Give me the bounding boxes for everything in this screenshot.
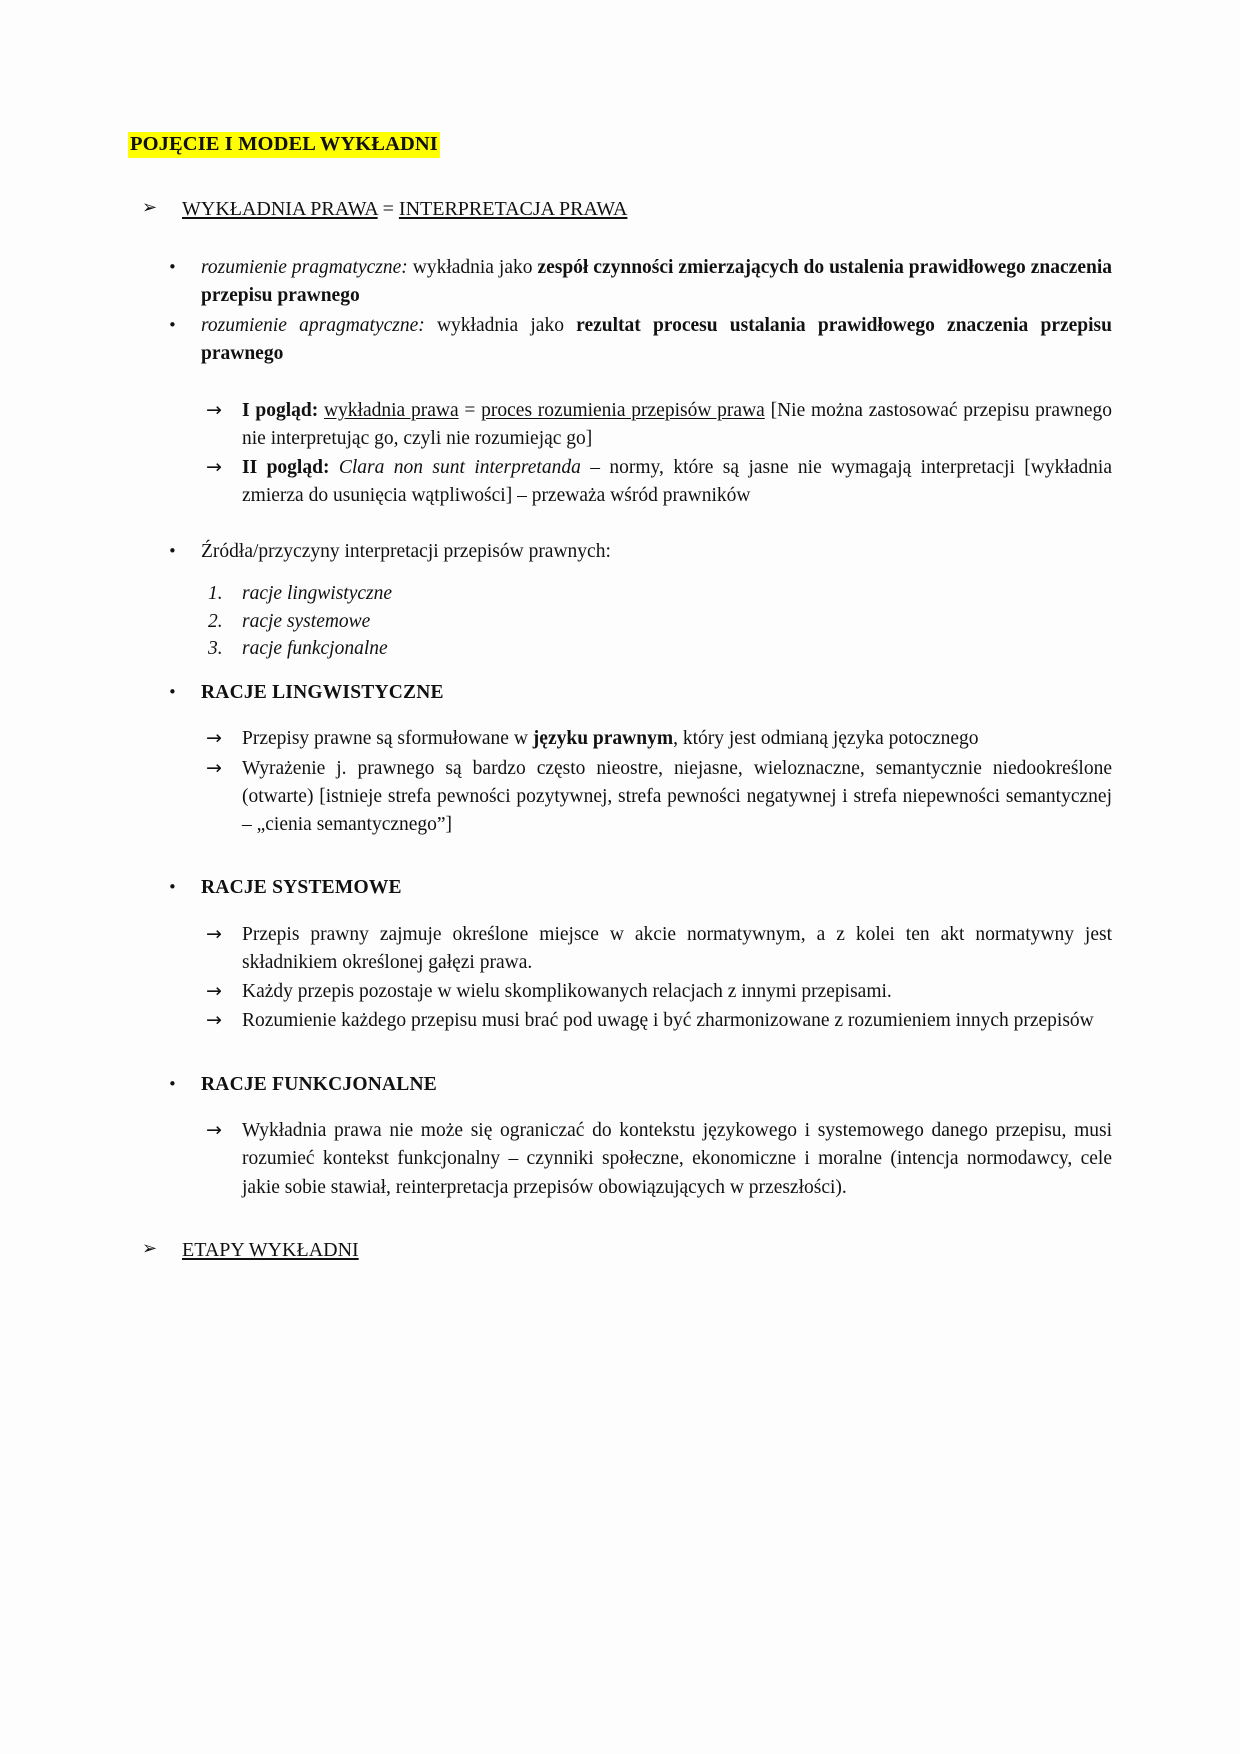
bullet-zrodla-przyczyny — [128, 538, 1112, 566]
list-item-number: 1. — [208, 582, 223, 604]
heading-racje-lingwistyczne-text: RACJE LINGWISTYCZNE — [201, 682, 444, 704]
list-item-number: 3. — [208, 638, 223, 660]
poglad-2-latin-phrase: Clara non sunt interpretanda — [338, 457, 581, 479]
heading-wykladnia-prawa — [128, 196, 1112, 224]
arrow-bullet-icon: → — [206, 922, 222, 945]
arrow-item-poglad-1-text — [242, 397, 1112, 454]
heading-racje-systemowe-text: RACJE SYSTEMOWE — [201, 877, 402, 899]
spacer — [128, 512, 1112, 538]
arrow-item-lingwistyczne-1-text — [242, 725, 1112, 753]
arrow-item-lingwistyczne-1 — [128, 725, 1112, 753]
dot-bullet-icon: • — [168, 878, 177, 897]
spacer — [128, 371, 1112, 397]
arrow-item-systemowe-2 — [128, 978, 1112, 1006]
ling-1-pre: Przepisy prawne są sformułowane w — [242, 728, 533, 750]
arrow-item-funkcjonalne-1-text: Wykładnia prawa nie może się ograniczać do kontekstu językowego i systemowego danego przepisu, musi rozumieć kontekst funkcjonalny – czynniki społeczne, ekonomiczne i moralne (intencja normodawcy, cele jakie sobie stawiał, reinterpretacja przepisów obowiązujących w przeszłości). — [242, 1119, 1112, 1198]
poglad-1-underline-1: wykładnia prawa — [323, 399, 459, 421]
dot-bullet-icon: • — [168, 316, 177, 335]
list-item-label: racje funkcjonalne — [242, 638, 388, 660]
heading-equals: = — [377, 198, 399, 220]
heading-racje-funkcjonalne-text: RACJE FUNKCJONALNE — [201, 1073, 437, 1095]
heading-part-1: WYKŁADNIA PRAWA — [182, 198, 378, 220]
heading-racje-systemowe — [128, 874, 1112, 902]
chevron-bullet-icon: ➢ — [142, 1237, 158, 1259]
arrow-item-lingwistyczne-2-text: Wyrażenie j. prawnego są bardzo często nieostre, niejasne, wieloznaczne, semantycznie niedookreślone (otwarte) [istnieje strefa pewności pozytywnej, strefa pewności negatywnej i strefa niepewności semantycznej – „cienia semantycznego”] — [242, 757, 1112, 836]
poglad-1-rest: [Nie można zastosować przepisu prawnego nie interpretując go, czyli nie rozumiejąc go] — [242, 399, 1112, 449]
term-apragmatyczne: rozumienie apragmatyczne: — [201, 315, 425, 337]
arrow-bullet-icon: → — [206, 398, 222, 421]
arrow-bullet-icon: → — [206, 456, 222, 479]
dot-bullet-icon: • — [168, 541, 177, 560]
list-item-number: 2. — [208, 610, 223, 632]
spacer — [128, 840, 1112, 874]
heading-etapy-wykladni — [128, 1237, 1112, 1265]
heading-racje-lingwistyczne — [128, 679, 1112, 707]
ling-1-bold: języku prawnym — [532, 728, 674, 750]
chevron-bullet-icon: ➢ — [142, 197, 158, 218]
bullet-zrodla-przyczyny-text: Źródła/przyczyny interpretacji przepisów prawnych: — [201, 540, 611, 562]
ling-1-post: , który jest odmianą języka potocznego — [673, 728, 979, 750]
arrow-item-poglad-2-text — [242, 454, 1112, 511]
arrow-bullet-icon: → — [206, 756, 222, 779]
arrow-item-systemowe-1 — [128, 921, 1112, 978]
arrow-item-poglad-1 — [128, 397, 1112, 454]
bold-pragmatyczne: zespół czynności zmierzających do ustalenia prawidłowego znaczenia przepisu prawnego — [201, 256, 1112, 306]
arrow-item-systemowe-3 — [128, 1007, 1112, 1035]
spacer — [128, 709, 1112, 725]
spacer — [128, 1203, 1112, 1237]
numbered-list-sources — [128, 580, 1112, 663]
heading-part-2: INTERPRETACJA PRAWA — [398, 198, 628, 220]
poglad-2-rest: – normy, które są jasne nie wymagają interpretacji [wykładnia zmierza do usunięcia wątpliwości] – przeważa wśród prawników — [242, 457, 1112, 507]
spacer — [128, 1101, 1112, 1117]
label-poglad-2: II pogląd: — [242, 457, 330, 479]
heading-wykladnia-prawa-text — [182, 196, 627, 224]
arrow-bullet-icon: → — [206, 1009, 222, 1032]
page-title-wrapper — [128, 132, 1112, 196]
bullet-rozumienie-apragmatyczne — [128, 312, 1112, 369]
poglad-1-underline-2: proces rozumienia przepisów prawa — [481, 399, 765, 421]
term-pragmatyczne: rozumienie pragmatyczne: — [201, 256, 408, 278]
poglad-1-equals: = — [458, 399, 482, 421]
heading-etapy-wykladni-text: ETAPY WYKŁADNI — [182, 1238, 359, 1261]
label-poglad-1: I pogląd: — [242, 399, 319, 421]
plain-pragmatyczne: wykładnia jako — [407, 256, 538, 278]
page-title: POJĘCIE I MODEL WYKŁADNI — [128, 132, 440, 158]
plain-apragmatyczne: wykładnia jako — [424, 315, 577, 337]
bold-apragmatyczne: rezultat procesu ustalania prawidłowego znaczenia przepisu prawnego — [201, 315, 1112, 365]
arrow-bullet-icon: → — [206, 980, 222, 1003]
arrow-item-systemowe-2-text: Każdy przepis pozostaje w wielu skomplikowanych relacjach z innymi przepisami. — [242, 981, 892, 1003]
dot-bullet-icon: • — [168, 683, 177, 702]
dot-bullet-icon: • — [168, 257, 177, 276]
list-item-label: racje systemowe — [242, 610, 371, 632]
bullet-rozumienie-pragmatyczne-text — [201, 254, 1112, 311]
arrow-item-systemowe-3-text: Rozumienie każdego przepisu musi brać pod uwagę i być zharmonizowane z rozumieniem innych przepisów — [242, 1010, 1094, 1032]
bullet-rozumienie-pragmatyczne — [128, 254, 1112, 311]
list-item — [208, 580, 1112, 608]
list-item-label: racje lingwistyczne — [242, 582, 393, 604]
list-item — [208, 635, 1112, 663]
list-item — [208, 608, 1112, 636]
bullet-rozumienie-apragmatyczne-text — [201, 312, 1112, 369]
arrow-item-poglad-2 — [128, 454, 1112, 511]
arrow-item-funkcjonalne-1 — [128, 1117, 1112, 1202]
arrow-item-systemowe-1-text: Przepis prawny zajmuje określone miejsce w akcie normatywnym, a z kolei ten akt normatywny jest składnikiem określonej gałęzi prawa. — [242, 923, 1112, 973]
spacer — [128, 1037, 1112, 1071]
dot-bullet-icon: • — [168, 1074, 177, 1093]
arrow-bullet-icon: → — [206, 727, 222, 750]
arrow-item-lingwistyczne-2 — [128, 755, 1112, 840]
arrow-bullet-icon: → — [206, 1118, 222, 1141]
spacer — [128, 905, 1112, 921]
heading-racje-funkcjonalne — [128, 1071, 1112, 1099]
